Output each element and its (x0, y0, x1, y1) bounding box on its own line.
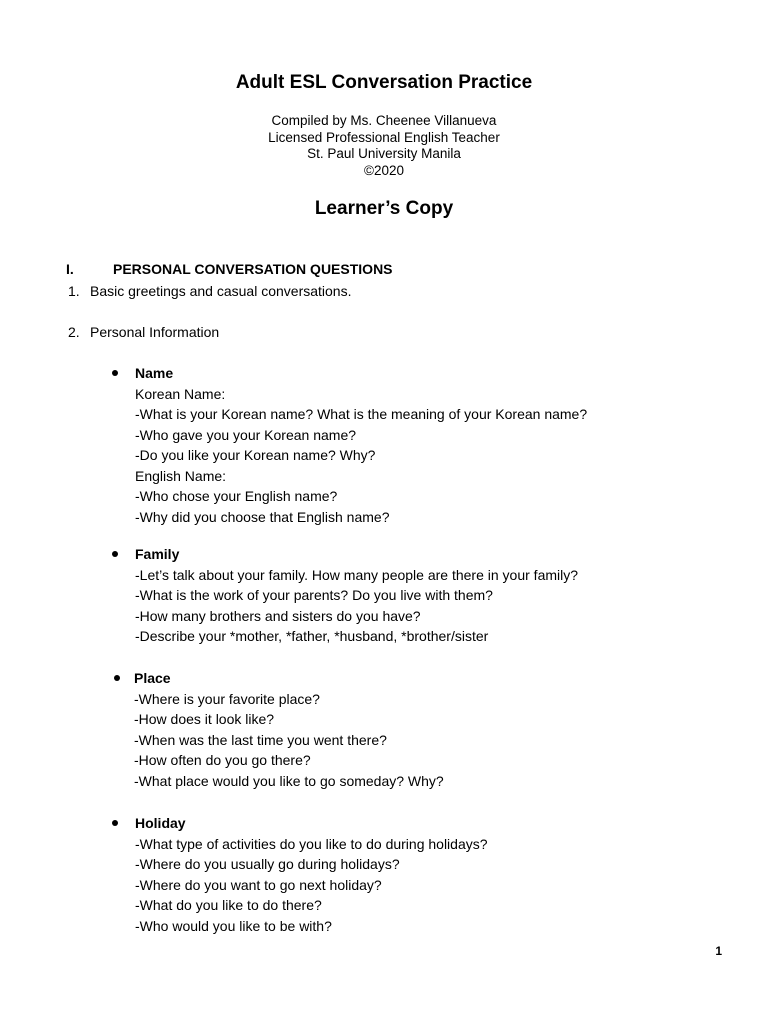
bullet-icon (112, 370, 118, 376)
topic-line: -Who would you like to be with? (135, 917, 332, 934)
section-title: PERSONAL CONVERSATION QUESTIONS (113, 261, 393, 277)
topic-line: -Who chose your English name? (135, 488, 338, 504)
topic-heading: Holiday (135, 815, 186, 831)
bullet-icon (112, 820, 118, 826)
topic-heading: Family (135, 546, 180, 562)
credit-compiler: Compiled by Ms. Cheenee Villanueva (271, 113, 497, 128)
item-text: Basic greetings and casual conversations. (90, 283, 352, 299)
topic-line: -Do you like your Korean name? Why? (135, 447, 376, 463)
topic-line: -What place would you like to go someday? Why? (134, 772, 444, 789)
topic-line: -How many brothers and sisters do you have? (135, 607, 421, 624)
topic-line: -Let’s talk about your family. How many people are there in your family? (135, 566, 579, 583)
item-text: Personal Information (90, 324, 220, 340)
topic-line: -Where is your favorite place? (134, 690, 320, 707)
credit-institution: St. Paul University Manila (307, 146, 461, 161)
topic-heading: Name (135, 365, 174, 381)
section-number: I. (66, 261, 74, 277)
topic-line: -Who gave you your Korean name? (135, 426, 357, 443)
document-title: Adult ESL Conversation Practice (235, 72, 533, 93)
topic-line: -Why did you choose that English name? (135, 508, 390, 525)
topic-line: -What type of activities do you like to do during holidays? (135, 835, 488, 852)
credit-copyright: ©2020 (364, 162, 404, 178)
topic-line: -What do you like to do there? (135, 897, 322, 913)
credit-license: Licensed Professional English Teacher (268, 129, 500, 145)
topic-line: -Describe your *mother, *father, *husband, *brother/sister (135, 628, 489, 644)
topic-line: -How often do you go there? (134, 752, 311, 768)
item-number: 1. (68, 283, 80, 299)
topic-line: -How does it look like? (134, 711, 275, 727)
credits-block (0, 113, 768, 179)
topic-line: Korean Name: (135, 385, 226, 402)
bullet-icon (114, 675, 120, 681)
document-subtitle: Learner’s Copy (314, 198, 454, 219)
topic-heading: Place (134, 670, 171, 686)
topic-line: -Where do you usually go during holidays? (135, 856, 400, 872)
topic-line: English Name: (135, 467, 227, 484)
topic-line: -What is your Korean name? What is the meaning of your Korean name? (135, 406, 588, 422)
topic-line: -What is the work of your parents? Do you live with them? (135, 587, 493, 603)
page-number: 1 (715, 944, 722, 958)
topic-line: -When was the last time you went there? (134, 731, 387, 748)
topic-line: -Where do you want to go next holiday? (135, 876, 382, 893)
item-number: 2. (68, 324, 80, 340)
bullet-icon (112, 551, 118, 557)
